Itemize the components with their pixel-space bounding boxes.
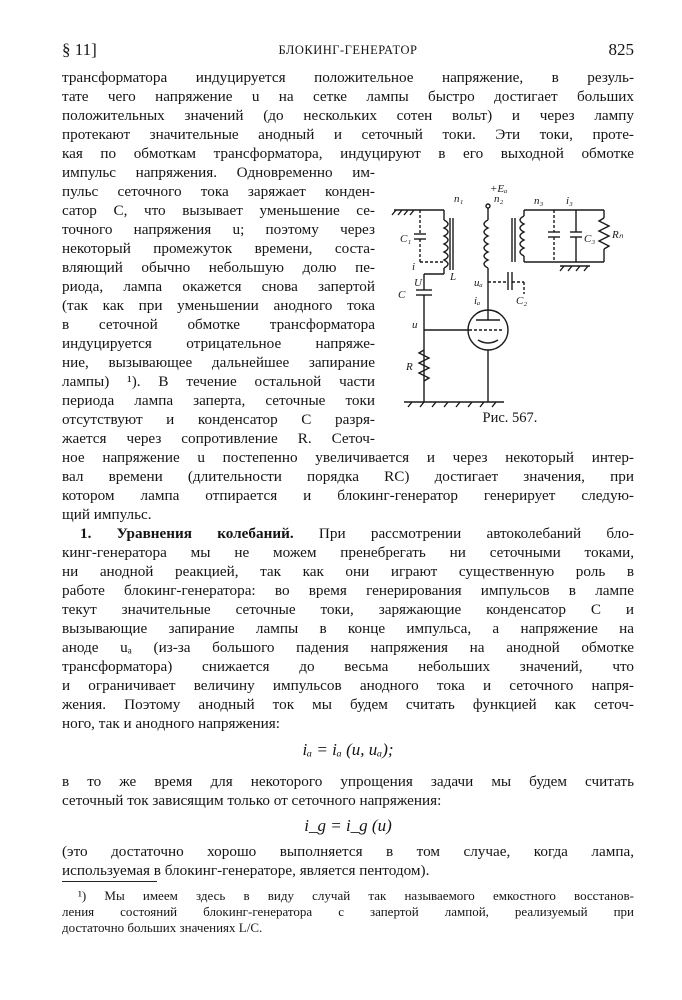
text-line: кая по обмоткам трансформатора, индуцируют в его выходной обмотке xyxy=(62,145,634,162)
footnote-line: достаточно больших значениях L/C. xyxy=(62,920,263,935)
text-line: вызывающие запирание лампы в конце импульса, а напряжение на xyxy=(62,620,634,637)
text-line: лампы) ¹). В течение остальной части xyxy=(62,373,375,390)
running-title: БЛОКИНГ-ГЕНЕРАТОР xyxy=(278,43,418,57)
text-line: котором лампа отпирается и блокинг-генератор генерирует следую- xyxy=(62,487,634,504)
text-line: жается через сопротивление R. Сеточ- xyxy=(62,430,375,447)
text-line: используемая в блокинг-генераторе, является пентодом). xyxy=(62,862,430,879)
text-line: работе блокинг-генератора: во время генерирования импульсов в лампе xyxy=(62,582,634,599)
anode-winding xyxy=(484,220,488,268)
label-c: C xyxy=(398,289,406,301)
running-header xyxy=(62,40,634,62)
text-line: вал времени (длительности порядка RC) достигает значения, при xyxy=(62,468,634,485)
text-line: ни анодной реакцией, так как они играют существенную роль в xyxy=(62,563,634,580)
equation-grid-current: i_g = i_g (u) xyxy=(304,816,392,835)
text-line: положительных значений (до нескольких сотен вольт) и через лампу xyxy=(62,107,634,124)
text-line: щий импульс. xyxy=(62,506,152,523)
text-line: в сеточной обмотке трансформатора xyxy=(62,316,375,333)
grid-winding xyxy=(444,220,448,268)
section-heading-line xyxy=(80,524,634,543)
figure-caption: Рис. 567. xyxy=(482,410,538,426)
text-line: и ограничивает величину импульсов анодного тока и сеточного напря- xyxy=(62,677,634,694)
text-line: аноде uₐ (из-за большого падения напряжения на анодной обмотке xyxy=(62,639,634,656)
label-c3: C₃ xyxy=(584,233,596,245)
text-line: отсутствуют и конденсатор C разря- xyxy=(62,411,375,428)
label-u-capacitor: U xyxy=(414,277,422,289)
text-line: протекают значительные анодный и сеточный токи. Эти токи, проте- xyxy=(62,126,634,143)
text-line: ное напряжение u постепенно увеличивается и через некоторый интер- xyxy=(62,449,634,466)
label-c1: C₁ xyxy=(400,233,412,245)
text-line: сеточный ток зависящим только от сеточного напряжения: xyxy=(62,792,442,809)
page-number: 825 xyxy=(608,40,634,59)
label-i: i xyxy=(412,261,416,273)
text-line: ного, так и анодного напряжения: xyxy=(62,715,281,732)
text-line: текут значительные сеточные токи, заряжающие конденсатор C и xyxy=(62,601,634,618)
text-line: трансформатора индуцируется положительное напряжение, в резуль- xyxy=(62,69,634,86)
text-line: кинг-генератора мы не можем пренебрегать ни сеточными токами, xyxy=(62,544,634,561)
equation-anode-current: iₐ = iₐ (u, uₐ); xyxy=(302,740,394,759)
label-n2: n₂ xyxy=(494,193,504,205)
load-resistor xyxy=(599,218,609,249)
text-line: трансформатора) снижается до весьма небольших значений, что xyxy=(62,658,634,675)
text-line: в то же время для некоторого упрощения задачи мы будем считать xyxy=(62,773,634,790)
text-line: пульс сеточного тока заряжает конден- xyxy=(62,183,375,200)
text-run: При рассмотрении автоколебаний бло- xyxy=(318,525,635,542)
circuit-diagram xyxy=(384,182,636,408)
text-line: периода лампа заперта, сеточные токи xyxy=(62,392,375,409)
footnote-rule xyxy=(62,881,157,882)
label-ua: uₐ xyxy=(474,277,483,289)
label-r: R xyxy=(406,361,413,373)
text-line: точного напряжения u; поэтому через xyxy=(62,221,375,238)
text-line: ние, вызывающее дальнейшее запирание xyxy=(62,354,375,371)
label-l: L xyxy=(450,271,457,283)
label-ia: iₐ xyxy=(474,295,481,307)
text-line: некоторый промежуток времени, соста- xyxy=(62,240,375,257)
text-line: жения. Поэтому анодный ток мы будем считать функцией как сеточ- xyxy=(62,696,634,713)
text-line: импульс напряжения. Одновременно им- xyxy=(62,164,375,181)
label-c2: C₂ xyxy=(516,295,528,307)
text-line: вляющий обычно небольшую долю пе- xyxy=(62,259,375,276)
footnote-line: ¹) Мы имеем здесь в виду случай так называемого емкостного восстанов- xyxy=(78,888,634,903)
text-line: риода, лампа окажется снова запертой xyxy=(62,278,375,295)
section-reference: § 11] xyxy=(62,40,97,59)
text-line: тате чего напряжение u на сетке лампы быстро достигает больших xyxy=(62,88,634,105)
text-line: сатор C, что вызывает уменьшение се- xyxy=(62,202,375,219)
section-heading: 1. Уравнения колебаний. xyxy=(80,525,294,542)
label-n1: n₁ xyxy=(454,193,464,205)
label-n3: n₃ xyxy=(534,195,544,207)
output-winding xyxy=(520,216,524,256)
label-u: u xyxy=(412,319,418,331)
text-line: (так как при уменьшении анодного тока xyxy=(62,297,375,314)
label-ea: +Eₐ xyxy=(490,183,508,195)
footnote-line: ления состояний блокинг-генератора с запертой лампой, реализуемый при xyxy=(62,904,634,919)
text-line: (это достаточно хорошо выполняется в том случае, когда лампа, xyxy=(62,843,634,860)
label-i3: i₃ xyxy=(566,195,573,207)
label-rn: Rₙ xyxy=(612,229,624,241)
text-line: индуцируется отрицательное напряже- xyxy=(62,335,375,352)
